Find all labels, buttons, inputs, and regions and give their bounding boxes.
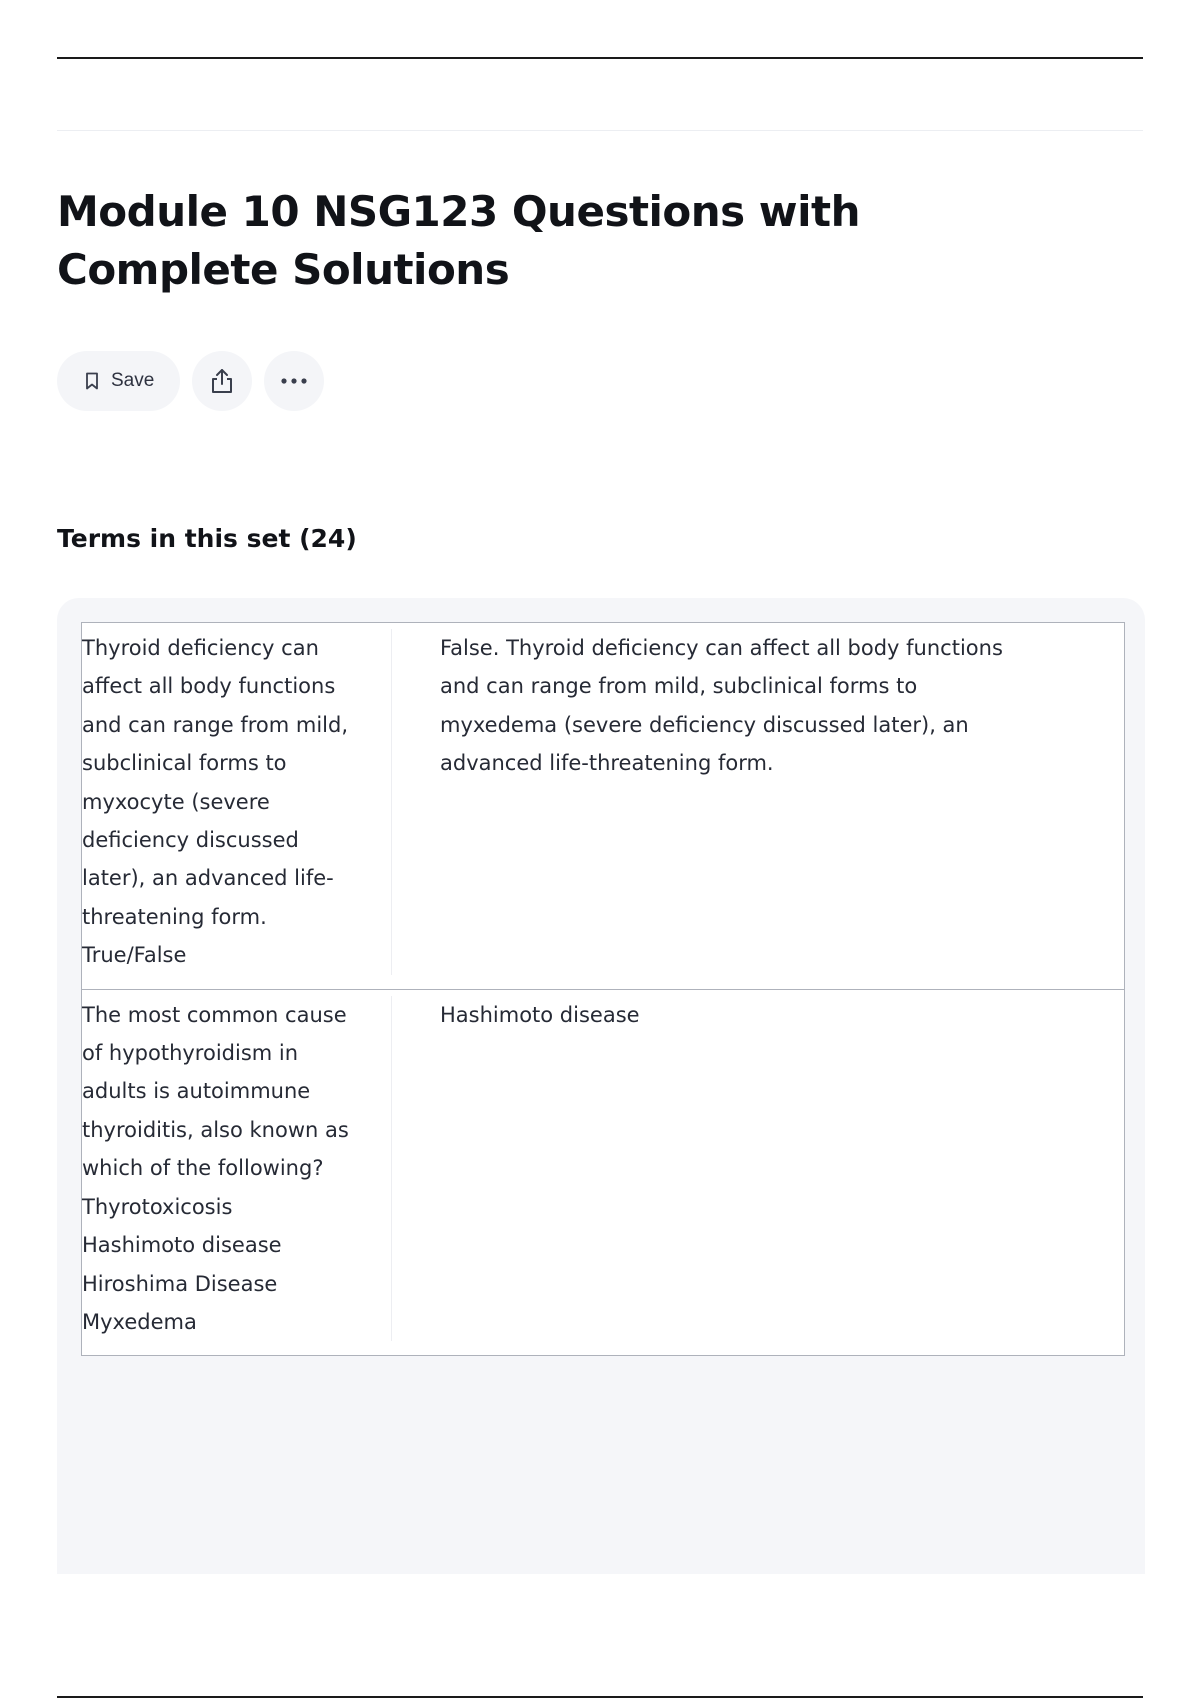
term-line: adults is autoimmune xyxy=(82,1079,311,1104)
term-line: of hypothyroidism in xyxy=(82,1041,299,1066)
bottom-divider xyxy=(57,1696,1143,1698)
term-line: affect all body functions xyxy=(82,674,336,699)
action-bar xyxy=(57,351,324,411)
term-line: thyroiditis, also known as xyxy=(82,1117,349,1142)
term-line: Myxedema xyxy=(82,1309,197,1334)
term-line: Hashimoto disease xyxy=(82,1233,282,1258)
term-row xyxy=(82,990,1124,1356)
header-divider xyxy=(57,130,1143,131)
save-button-label: Save xyxy=(111,370,155,391)
terms-panel xyxy=(57,598,1145,1574)
term-line: later), an advanced life- xyxy=(82,866,334,891)
term-line: Thyrotoxicosis xyxy=(82,1194,233,1219)
term-row xyxy=(82,623,1124,990)
term-line: which of the following? xyxy=(82,1156,324,1181)
term-line: deficiency discussed xyxy=(82,828,299,853)
top-divider xyxy=(57,57,1143,59)
bookmark-icon xyxy=(85,372,99,390)
share-icon xyxy=(209,367,235,395)
terms-table xyxy=(81,622,1125,1356)
share-button[interactable] xyxy=(192,351,252,411)
more-horizontal-icon xyxy=(280,377,308,385)
definition-line: myxedema (severe deficiency discussed later), an xyxy=(440,712,969,737)
term-answer xyxy=(392,629,1124,975)
term-question xyxy=(82,996,392,1342)
definition-line: advanced life-threatening form. xyxy=(440,751,774,776)
definition-line: Hashimoto disease xyxy=(440,1002,640,1027)
term-line: and can range from mild, xyxy=(82,712,348,737)
term-line: True/False xyxy=(82,943,187,968)
term-line: myxocyte (severe xyxy=(82,789,270,814)
term-line: threatening form. xyxy=(82,904,267,929)
term-line: Hiroshima Disease xyxy=(82,1271,278,1296)
term-line: Thyroid deficiency can xyxy=(82,636,319,660)
term-line: The most common cause xyxy=(82,1002,347,1027)
term-answer xyxy=(392,996,1124,1342)
terms-heading: Terms in this set (24) xyxy=(57,524,357,553)
more-options-button[interactable] xyxy=(264,351,324,411)
term-question xyxy=(82,629,392,975)
term-line: subclinical forms to xyxy=(82,751,287,776)
page-title: Module 10 NSG123 Questions with Complete Solutions xyxy=(57,187,860,294)
definition-line: False. Thyroid deficiency can affect all body functions xyxy=(440,636,1003,660)
save-button[interactable] xyxy=(57,351,180,411)
definition-line: and can range from mild, subclinical forms to xyxy=(440,674,918,699)
